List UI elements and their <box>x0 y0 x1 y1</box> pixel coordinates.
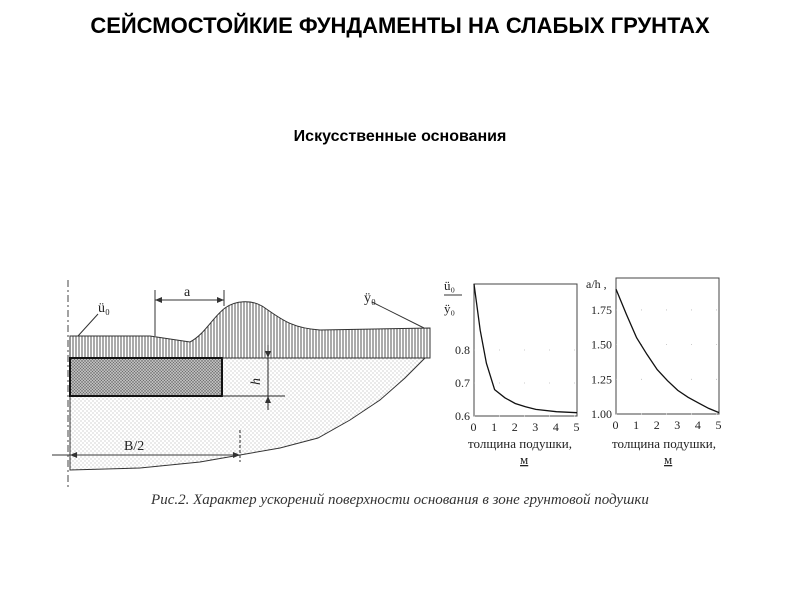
c2-xtick-1: 1 <box>633 418 640 432</box>
c1-xtick-4: 4 <box>552 420 559 434</box>
acceleration-profile <box>70 302 430 358</box>
chart2-series-line <box>616 289 719 413</box>
c2-ytick-0: 1.75 <box>591 302 612 317</box>
label-u0: ü₀ <box>98 301 110 316</box>
chart2-xlabel-2: м <box>664 452 673 467</box>
c2-ytick-1: 1.50 <box>591 337 612 352</box>
slide-subtitle: Искусственные основания <box>293 128 507 145</box>
chart-a-over-h <box>584 268 744 478</box>
chart2-frame <box>616 278 719 414</box>
c1-xtick-5: 5 <box>573 420 580 434</box>
c2-ytick-3: 1.00 <box>591 407 612 421</box>
c2-xtick-5: 5 <box>715 418 722 432</box>
chart1-ylabel-den: ÿ₀ <box>444 301 456 316</box>
chart1-series-line <box>474 284 577 413</box>
c1-ytick-0: 0.8 <box>455 343 470 357</box>
chart1-ylabel-num: ü₀ <box>444 278 456 293</box>
c2-xtick-3: 3 <box>674 418 681 432</box>
label-a: a <box>184 285 191 300</box>
label-y0: ÿ₀ <box>364 291 376 306</box>
c1-xtick-3: 3 <box>532 420 539 434</box>
chart1-frame <box>474 284 577 416</box>
label-h: h <box>249 378 264 385</box>
chart1-xlabel-2: м <box>520 452 529 467</box>
c2-xtick-2: 2 <box>653 418 660 432</box>
c1-xtick-2: 2 <box>511 420 518 434</box>
c1-xtick-1: 1 <box>491 420 498 434</box>
c2-xtick-0: 0 <box>612 418 619 432</box>
chart-acceleration-ratio <box>428 268 588 478</box>
c2-ytick-2: 1.25 <box>591 372 612 387</box>
label-b2: B/2 <box>124 439 145 454</box>
c1-xtick-0: 0 <box>470 420 477 434</box>
foundation-block <box>70 358 222 396</box>
c1-ytick-2: 0.6 <box>455 409 470 423</box>
figure-caption: Рис.2. Характер ускорений поверхности основания в зоне грунтовой подушки <box>151 492 649 508</box>
c2-xtick-4: 4 <box>694 418 701 432</box>
chart2-xlabel-1: толщина подушки, <box>612 436 716 451</box>
slide-title: СЕЙСМОСТОЙКИЕ ФУНДАМЕНТЫ НА СЛАБЫХ ГРУНТАХ <box>90 13 710 38</box>
chart1-xlabel-1: толщина подушки, <box>468 436 572 451</box>
c1-ytick-1: 0.7 <box>455 376 470 390</box>
chart2-ylabel: a/h , <box>586 277 607 291</box>
